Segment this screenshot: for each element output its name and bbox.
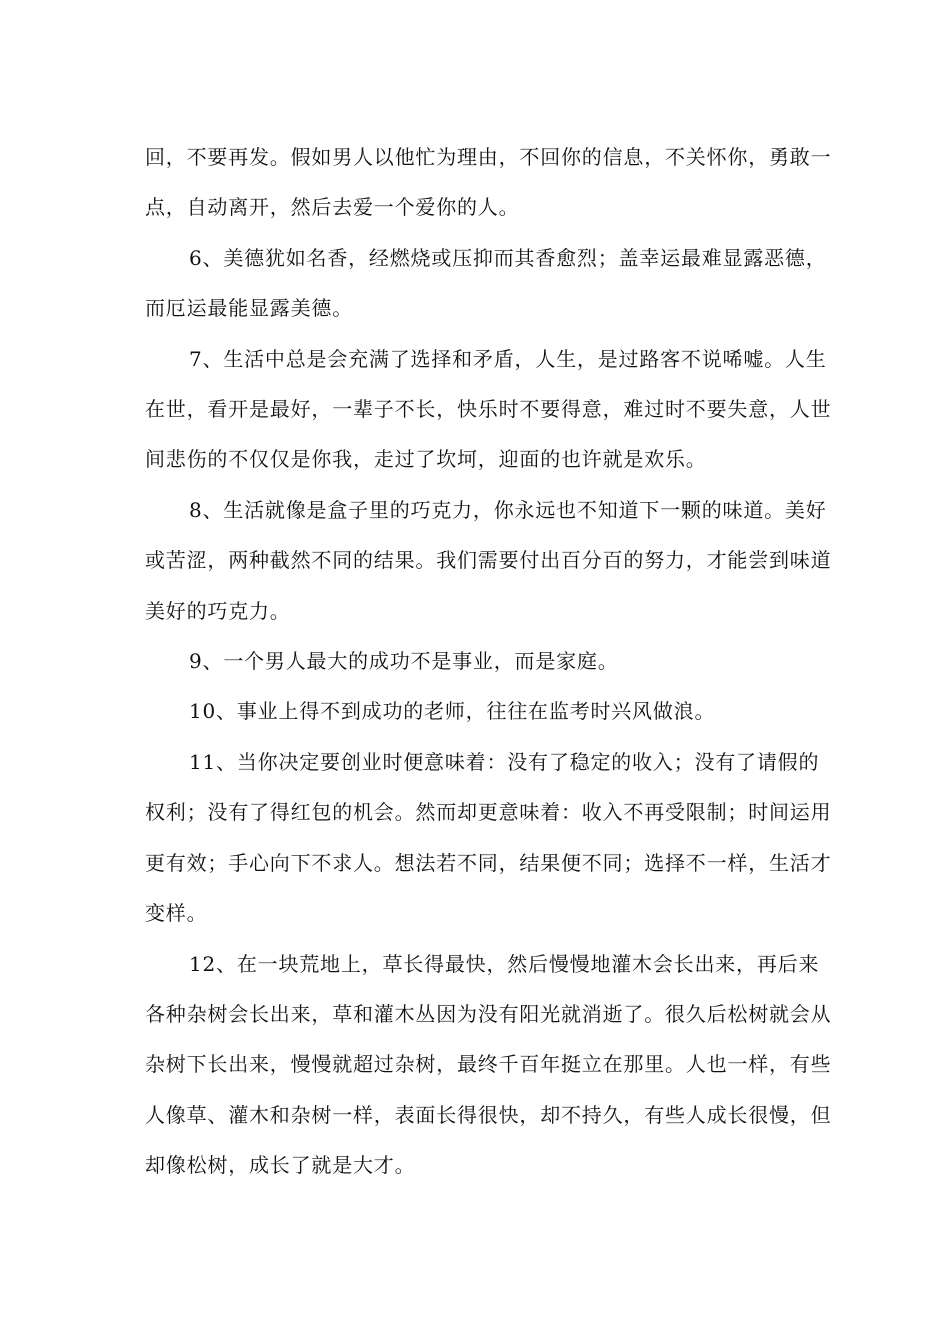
paragraph-item-9: 9、一个男人最大的成功不是事业，而是家庭。	[189, 649, 619, 674]
paragraph-item-7: 7、生活中总是会充满了选择和矛盾，人生，是过路客不说唏嘘。人生在世，看开是最好，一辈子不长，快乐时不要得意，难过时不要失意，人世间悲伤的不仅仅是你我，走过了坎坷，迎面的也许就是欢乐。	[145, 346, 832, 472]
paragraph-item-11: 11、当你决定要创业时便意味着：没有了稳定的收入；没有了请假的权利；没有了得红包的机会。然而却更意味着：收入不再受限制；时间运用更有效；手心向下不求人。想法若不同，结果便不同；选择不一样，生活才变样。	[145, 749, 832, 926]
paragraph-item-6: 6、美德犹如名香，经燃烧或压抑而其香愈烈；盖幸运最难显露恶德，而厄运最能显露美德。	[145, 245, 827, 321]
paragraph-item-10: 10、事业上得不到成功的老师，往往在监考时兴风做浪。	[189, 699, 716, 724]
paragraph-item-8: 8、生活就像是盒子里的巧克力，你永远也不知道下一颗的味道。美好或苦涩，两种截然不同的结果。我们需要付出百分百的努力，才能尝到味道美好的巧克力。	[145, 497, 832, 623]
paragraph-continuation: 回，不要再发。假如男人以他忙为理由，不回你的信息，不关怀你，勇敢一点，自动离开，然后去爱一个爱你的人。	[145, 145, 832, 220]
document-body	[145, 132, 835, 1191]
paragraph-item-12: 12、在一块荒地上，草长得最快，然后慢慢地灌木会长出来，再后来各种杂树会长出来，草和灌木丛因为没有阳光就消逝了。很久后松树就会从杂树下长出来，慢慢就超过杂树，最终千百年挺立在那里。人也一样，有些人像草、灌木和杂树一样，表面长得很快，却不持久，有些人成长很慢，但却像松树，成长了就是大才。	[145, 951, 832, 1178]
